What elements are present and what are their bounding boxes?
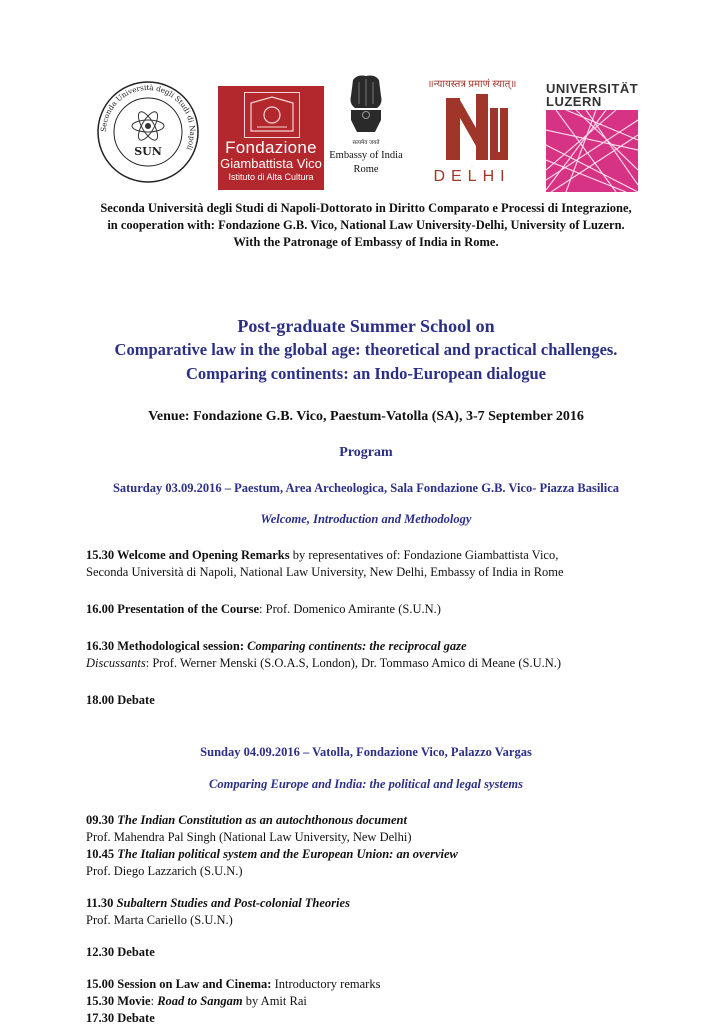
sun-ring-text: Seconda Università degli Studi di Napoli bbox=[98, 82, 198, 152]
header-line-1: Seconda Università degli Studi di Napoli-Dottorato in Diritto Comparato e Processi di Integrazione, bbox=[100, 201, 632, 215]
day2-f-bold: 15.30 Movie bbox=[86, 994, 151, 1008]
day1-item-welcome bbox=[86, 547, 646, 581]
nlu-delhi-logo bbox=[424, 76, 520, 190]
day2-c-time: 11.30 bbox=[86, 896, 117, 910]
day2-item-subaltern bbox=[86, 895, 646, 929]
day2-f-text: by Amit Rai bbox=[242, 994, 307, 1008]
luzern-pattern-icon bbox=[546, 110, 638, 192]
day2-c-title: Subaltern Studies and Post-colonial Theories bbox=[116, 896, 350, 910]
day1-item-methodology-sep: : bbox=[239, 639, 248, 653]
embassy-caption-1: Embassy of India bbox=[329, 150, 403, 161]
title-line-3: Comparing continents: an Indo-European dialogue bbox=[185, 364, 546, 383]
nlu-mark-text: NLU bbox=[470, 167, 474, 168]
nlu-motto: ॥न्यायस्तत्र प्रमाणं स्यात्॥ bbox=[427, 79, 517, 90]
header-line-2: in cooperation with: Fondazione G.B. Vico, National Law University-Delhi, University of Luzern. bbox=[107, 218, 625, 232]
day1-item-welcome-text: by representatives of: Fondazione Giambattista Vico, bbox=[289, 548, 559, 562]
embassy-of-india-logo bbox=[322, 74, 410, 194]
luzern-line-2: LUZERN bbox=[546, 94, 602, 109]
day2-item-debate bbox=[86, 944, 646, 961]
sun-abbr: SUN bbox=[134, 145, 162, 158]
day2-item-cinema bbox=[86, 976, 646, 1027]
title-line-2: Comparative law in the global age: theoretical and practical challenges. bbox=[114, 340, 618, 359]
vico-line-1: Fondazione bbox=[225, 138, 317, 157]
vico-line-3: Istituto di Alta Cultura bbox=[228, 172, 314, 182]
day2-c-speaker: Prof. Marta Cariello (S.U.N.) bbox=[86, 913, 233, 927]
day1-item-presentation bbox=[86, 601, 646, 618]
title-line-1: Post-graduate Summer School on bbox=[237, 316, 495, 336]
sun-university-seal-logo bbox=[96, 80, 200, 184]
day2-e-text: Introductory remarks bbox=[271, 977, 381, 991]
day1-item-welcome-line2: Seconda Università di Napoli, National Law University, New Delhi, Embassy of India in Rome bbox=[86, 565, 564, 579]
day1-item-welcome-time: 15.30 Welcome and Opening Remarks bbox=[86, 548, 290, 562]
day2-g-bold: 17.30 Debate bbox=[86, 1011, 155, 1025]
day1-item-methodology-title: Comparing continents: the reciprocal gaze bbox=[247, 639, 467, 653]
logo-bar bbox=[0, 70, 724, 200]
fondazione-vico-logo bbox=[218, 86, 324, 190]
day1-discussants-label: Discussants bbox=[86, 656, 146, 670]
embassy-caption-2: Rome bbox=[353, 164, 379, 175]
day1-item-presentation-time: 16.00 Presentation of the Course bbox=[86, 602, 260, 616]
day2-a-time: 09.30 bbox=[86, 813, 118, 827]
day1-discussants-text: : Prof. Werner Menski (S.O.A.S, London), Dr. Tommaso Amico di Meane (S.U.N.) bbox=[145, 656, 562, 670]
embassy-motto: सत्यमेव जयते bbox=[352, 140, 380, 146]
day2-f-title: Road to Sangam bbox=[157, 994, 243, 1008]
document-body bbox=[86, 200, 646, 1027]
vico-line-2: Giambattista Vico bbox=[220, 156, 322, 171]
day2-b-speaker: Prof. Diego Lazzarich (S.U.N.) bbox=[86, 864, 243, 878]
day1-theme: Welcome, Introduction and Methodology bbox=[260, 512, 472, 526]
day1-item-methodology bbox=[86, 638, 646, 672]
luzern-line-1: UNIVERSITÄT bbox=[546, 81, 639, 96]
vico-emblem-icon bbox=[244, 92, 300, 138]
day2-item-constitution bbox=[86, 812, 646, 880]
svg-text:Seconda Università degli Studi bbox=[99, 83, 197, 152]
day1-item-methodology-time: 16.30 Methodological session bbox=[86, 639, 240, 653]
day1-heading: Saturday 03.09.2016 – Paestum, Area Archeologica, Sala Fondazione G.B. Vico- Piazza Basilica bbox=[112, 481, 620, 495]
institution-header bbox=[66, 200, 666, 251]
day1-item-debate bbox=[86, 692, 646, 709]
day2-a-speaker: Prof. Mahendra Pal Singh (National Law University, New Delhi) bbox=[86, 830, 412, 844]
day1-item-presentation-text: : Prof. Domenico Amirante (S.U.N.) bbox=[259, 602, 441, 616]
header-line-3: With the Patronage of Embassy of India in Rome. bbox=[233, 235, 499, 249]
universitat-luzern-logo bbox=[546, 82, 638, 192]
program-heading: Program bbox=[339, 445, 393, 460]
day2-f-sep: : bbox=[150, 994, 158, 1008]
day1-debate-text: 18.00 Debate bbox=[86, 693, 155, 707]
day2-b-time: 10.45 bbox=[86, 847, 118, 861]
day2-theme: Comparing Europe and India: the political and legal systems bbox=[209, 777, 523, 791]
nlu-delhi-text: DELHI bbox=[433, 168, 511, 185]
day2-b-title: The Italian political system and the European Union: an overview bbox=[117, 847, 458, 861]
nlu-mark-icon bbox=[424, 88, 520, 168]
day2-heading: Sunday 04.09.2016 – Vatolla, Fondazione Vico, Palazzo Vargas bbox=[200, 745, 532, 759]
day2-d-text: 12.30 Debate bbox=[86, 945, 155, 959]
venue: Venue: Fondazione G.B. Vico, Paestum-Vatolla (SA), 3-7 September 2016 bbox=[148, 409, 584, 424]
ashoka-emblem-icon bbox=[343, 74, 389, 148]
day2-e-bold: 15.00 Session on Law and Cinema: bbox=[86, 977, 272, 991]
day2-a-title: The Indian Constitution as an autochthonous document bbox=[117, 813, 407, 827]
